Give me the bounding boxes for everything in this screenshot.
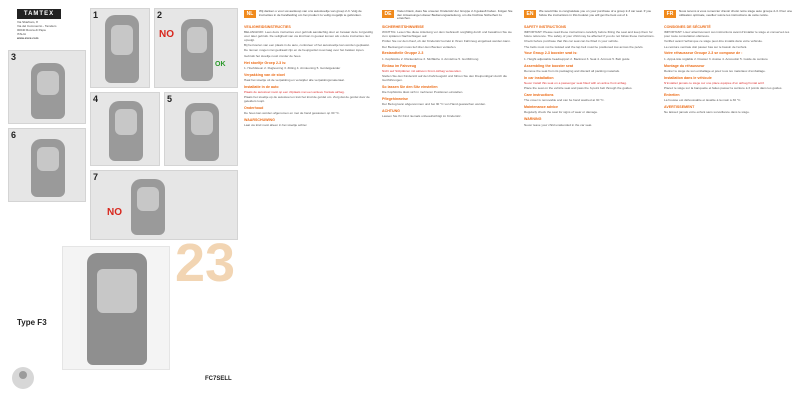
section-heading: Verpakking van de stoel <box>244 72 285 77</box>
section-heading: Het stoeltje Groep 2-3 is: <box>244 60 287 65</box>
paragraph: Der Beckengurt muss tief über dem Becken verlaufen. <box>382 44 457 49</box>
warning-text: N'installez jamais ce siège sur une place équipée d'un airbag frontal actif. <box>664 80 765 85</box>
section-heading: Installation dans le véhicule <box>664 75 712 80</box>
paragraph: 1. Kopfstütze 2. Rückenlehne 3. Sitzfläche 4. Armlehne 5. Gurtführung <box>382 56 479 61</box>
product-image <box>62 246 170 370</box>
paragraph: Ne laissez jamais votre enfant sans surveillance dans le siège. <box>664 110 750 115</box>
baby-seat-icon <box>12 367 34 389</box>
brand-url: www.xxxx.com <box>17 36 39 40</box>
figure-number: 5 <box>167 94 173 104</box>
column-de <box>382 10 513 396</box>
instruction-body <box>244 23 375 128</box>
model-type-label: Type F3 <box>17 318 47 327</box>
section-heading: Onderhoud <box>244 105 264 110</box>
brand-address-line: Via del Commercio - Tamdem <box>17 24 57 28</box>
paragraph: Plaats het stoeltje op de autostoel en trek het kind de gordel om. Zorg dat de gordel door de geleiders loopt. <box>244 95 370 104</box>
language-tag: EN <box>524 10 536 18</box>
brand-address <box>17 20 77 40</box>
car-seat-backrest <box>37 71 59 95</box>
figure-number: 7 <box>93 172 99 182</box>
section-heading: WAARSCHUWING <box>244 118 275 123</box>
language-tag: DE <box>382 10 394 18</box>
paragraph: Die Kopfstütze lässt sich in mehreren Positionen einstellen. <box>382 90 464 95</box>
paragraph: Placez le siège sur la banquette et faites passer la ceinture à 3 points dans les guides. <box>664 86 783 91</box>
warning-text: Plaats de autostoel nooit op een zitplaats met een actieve frontale airbag. <box>244 90 345 95</box>
paragraph: The cover is removable and can be hand washed at 30 °C. <box>524 98 605 103</box>
section-heading: ACHTUNG <box>382 108 400 113</box>
car-seat-backrest <box>191 111 213 135</box>
figure-number: 3 <box>11 52 17 62</box>
figure-5 <box>164 92 238 166</box>
paragraph: De hoes kan worden afgenomen en met de hand gewassen op 30 °C. <box>244 111 340 116</box>
figure-7 <box>90 170 238 240</box>
paragraph: Bij het kiezen van een plaats in de auto, controleer of het autostoeltje kan worden geplaatst. <box>244 43 370 48</box>
car-seat-backrest <box>115 109 137 135</box>
section-heading: Entretien <box>664 93 680 98</box>
language-tag: FR <box>664 10 676 18</box>
section-heading: Montage du réhausseur <box>664 63 705 68</box>
paragraph: Lassen Sie Ihr Kind niemals unbeaufsichtigt im Kindersitz. <box>382 114 462 119</box>
paragraph: Haal het stoeltje uit de verpakking en verwijder alle verpakkingsmateriaal. <box>244 77 345 82</box>
paragraph: De riemen mogen niet gedraaid zijn en de heupgordel moet laag over het bekken lopen. <box>244 48 365 53</box>
brand-address-line: ITALIA <box>17 32 26 36</box>
section-heading: Votre réhausseur Groupe 2-3 se compose de : <box>664 51 743 56</box>
paragraph: Der Bezug kann abgenommen und bei 30 °C von Hand gewaschen werden. <box>382 102 487 107</box>
car-seat-backrest <box>187 27 207 53</box>
paragraph: Prüfen Sie vor dem Kauf, ob der Kindersitz korrekt in Ihrem Fahrzeug eingebaut werden kann. <box>382 39 511 44</box>
no-mark-icon: NO <box>159 29 174 40</box>
ok-mark-icon: OK <box>215 61 226 68</box>
section-heading: Installatie in de auto <box>244 84 279 89</box>
section-heading: So lassen Sie den Sitz einstellen <box>382 84 438 89</box>
group-number: 23 <box>175 233 236 293</box>
section-heading: Einbau im Fahrzeug <box>382 63 417 68</box>
paragraph: Never leave your child unattended in the car seat. <box>524 122 593 127</box>
paragraph: 1. Hoofdsteun 2. Rugleuning 3. Zitting 4. Armleuning 5. Gordelgeleider <box>244 65 341 70</box>
paragraph: La ceinture ventrale doit passer bas sur le bassin de l'enfant. <box>664 44 748 49</box>
intro-text: Wij danken u voor uw aankoop van ons autostoeltje van groep 2-3. Volg de instructies in de handleiding om het product zo veilig mogelijk te gebruiken. <box>259 10 362 17</box>
baby-head-shape <box>19 371 27 379</box>
paragraph: La housse est déhoussable et lavable à la main à 30 °C. <box>664 98 742 103</box>
warning-text: Never install this seat on a passenger seat fitted with an active front airbag. <box>524 80 627 85</box>
paragraph: The belts must not be twisted and the lap belt must be positioned low across the pelvis. <box>524 44 644 49</box>
brand-address-line: Via Sbarbaro, 8 <box>17 20 38 24</box>
figure-number: 2 <box>157 10 163 20</box>
section-heading: Assembling the booster seat <box>524 63 574 68</box>
figure-number: 1 <box>93 10 99 20</box>
column-en <box>524 10 655 396</box>
column-nl <box>244 10 375 396</box>
paragraph: Gebruik het stoeltje nooit zonder de hoes. <box>244 53 302 58</box>
paragraph: 1. Appui-tête réglable 2. Dossier 3. Assise 4. Accoudoir 5. Guide de ceinture <box>664 56 768 61</box>
brand-logo: TAMTEX <box>17 9 61 19</box>
section-heading: Bestandteile Gruppe 2-3 <box>382 51 424 56</box>
language-tag: NL <box>244 10 256 18</box>
brand-address-line: 00040 Rocca di Papa <box>17 28 46 32</box>
paragraph: IMPORTANT: Please read these instructions carefully before fitting the seat and keep them for future reference. The safety of your child may be affected if you do not follow these instructions. <box>524 30 655 39</box>
paragraph: IMPORTANT: Lisez attentivement ces instructions avant d'installer le siège et conservez-les pour toute consultation ultérieure. <box>664 30 790 39</box>
instruction-body <box>382 23 513 119</box>
paragraph: Check before purchase that this car seat can be fitted in your vehicle. <box>524 39 619 44</box>
paragraph: Stellen Sie den Kindersitz auf den Fahrzeugsitz und führen Sie den Dreipunktgurt durch die Gurtführungen. <box>382 74 508 82</box>
section-heading: In car installation <box>524 75 554 80</box>
paragraph: Laat uw kind nooit alleen in het stoeltje achter. <box>244 123 308 128</box>
section-heading: Maintenance advice <box>524 105 558 110</box>
section-heading: Care instructions <box>524 93 554 98</box>
figure-6 <box>8 128 86 202</box>
instruction-body <box>664 23 795 115</box>
reference-code: FC7SELL <box>205 376 232 382</box>
instruction-body <box>524 23 655 127</box>
figure-1 <box>90 8 150 88</box>
car-seat-backrest <box>111 25 133 55</box>
figure-number: 6 <box>11 130 17 140</box>
figure-3 <box>8 50 86 124</box>
booster-seat-backrest <box>97 269 137 313</box>
paragraph: Regularly check the seat for signs of wear or damage. <box>524 110 598 115</box>
section-heading: Pflegehinweise <box>382 96 408 101</box>
paragraph: Remove the seat from its packaging and discard all packing materials. <box>524 68 620 73</box>
section-heading: Your Group 2-3 booster seat is: <box>524 51 578 56</box>
illustration-panel <box>0 0 240 401</box>
figure-2 <box>154 8 238 88</box>
no-mark-icon: NO <box>107 207 122 218</box>
intro-text: Vielen Dank, dass Sie unseren Kindersitz der Gruppe 2-3 gekauft haben. Folgen Sie den Anweisungen dieser Bedienungsanleitung, um die höchste Sicherheit zu erreichen. <box>397 10 513 21</box>
paragraph: Place the seat on the vehicle seat and pass the 3-point belt through the guides. <box>524 86 633 91</box>
car-seat-backrest <box>137 187 159 211</box>
section-heading: CONSIGNES DE SÉCURITÉ <box>664 25 711 29</box>
column-fr <box>664 10 795 396</box>
paragraph: BELANGRIJK: Lees deze instructies voor gebruik aandachtig door en bewaar deze zorgvuldig voor later gebruik. De veiligheid van uw kind kan in gevaar komen als u deze instructies niet opvolgt. <box>244 30 373 42</box>
figure-number: 4 <box>93 94 99 104</box>
intro-text: We would like to congratulate you on your purchase of a group 2-3 car seat. If you follow the instructions in this booklet you will get the best out of it. <box>539 10 652 17</box>
paragraph: Vérifiez avant l'achat que ce siège peut être installé dans votre véhicule. <box>664 39 763 44</box>
section-heading: VEILIGHEIDSINSTRUCTIES <box>244 25 291 29</box>
car-seat-backrest <box>37 147 59 171</box>
paragraph: 1. Height adjustable headsupport 2. Backrest 3. Seat 4. Armrest 5. Belt guide <box>524 56 630 61</box>
paragraph: Retirez le siège de son emballage et jetez tous les matériaux d'emballage. <box>664 68 766 73</box>
section-heading: SICHERHEITSHINWEISE <box>382 25 424 29</box>
section-heading: SAFETY INSTRUCTIONS <box>524 25 567 29</box>
paragraph: WICHTIG: Lesen Sie diese Anleitung vor dem Gebrauch sorgfältig durch und bewahren Sie sie zum späteren Nachschlagen auf. <box>382 30 512 39</box>
figure-4 <box>90 92 160 166</box>
warning-text: Nicht auf Sitzplätzen mit aktivem Front-Airbag verwenden. <box>382 68 462 73</box>
section-heading: AVERTISSEMENT <box>664 105 695 110</box>
section-heading: WARNING <box>524 117 542 122</box>
intro-text: Nous tenons à vous remercier d'avoir choisi notre siège auto groupe 2-3. Pour une utilisation optimale, veuillez suivre les instructions de cette notice. <box>679 10 793 17</box>
